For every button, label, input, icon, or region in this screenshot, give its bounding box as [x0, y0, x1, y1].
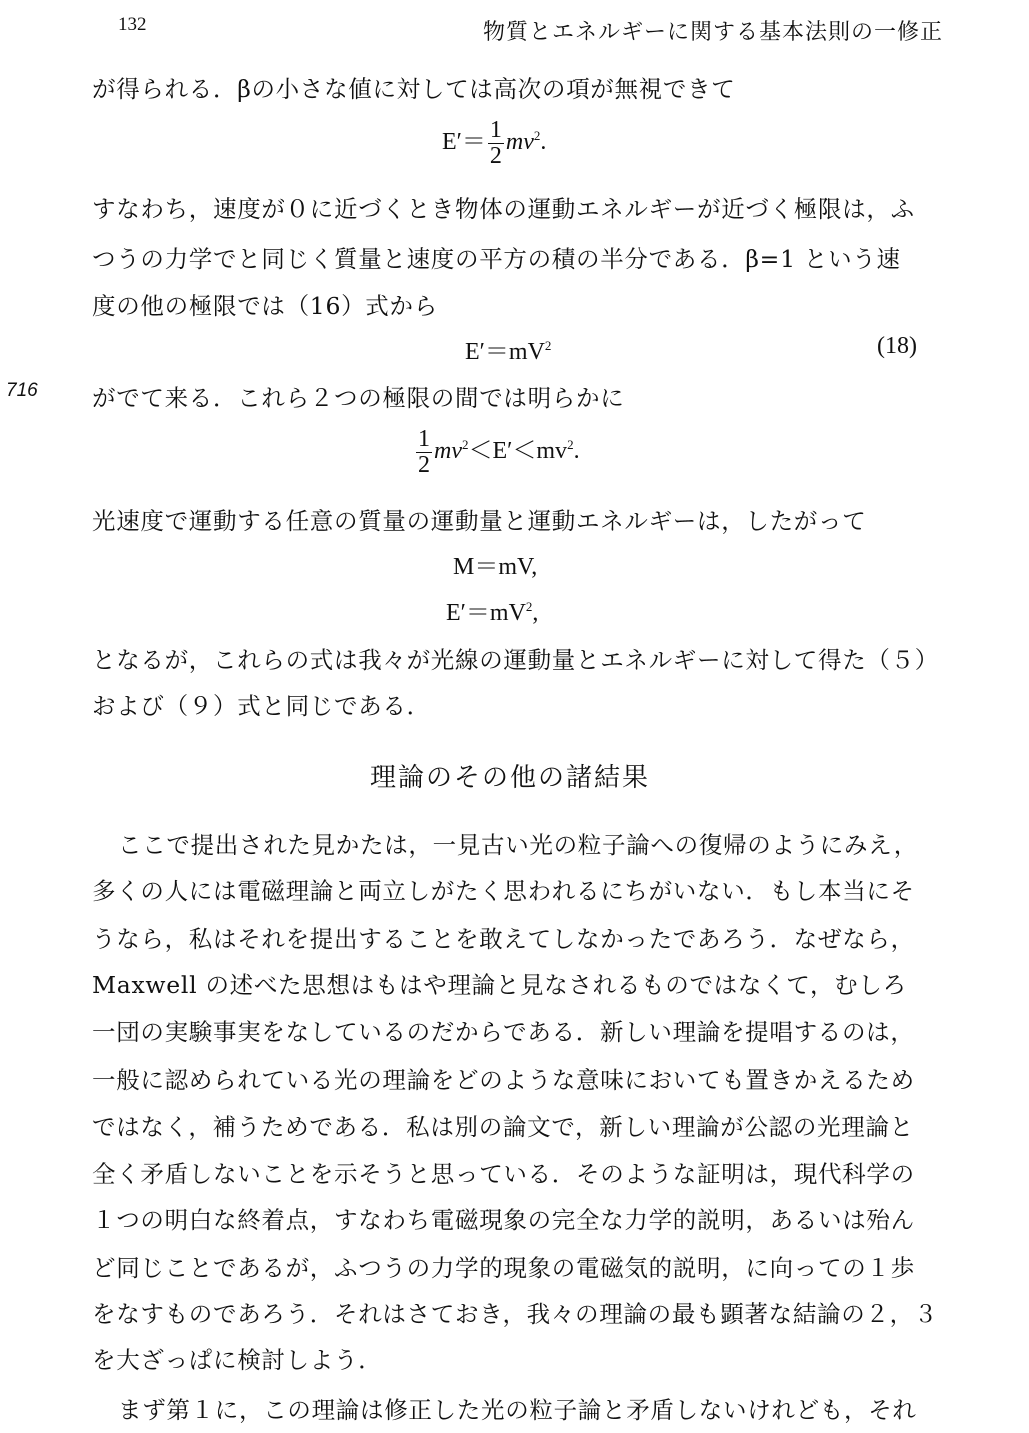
paragraph-line: うなら，私はそれを提出することを敢えてしなかったであろう．なぜなら，	[92, 925, 915, 953]
paragraph-line: ここで提出された見かたは，一見古い光の粒子論への復帰のようにみえ，	[118, 831, 919, 859]
equation-energy: $E'=mV^2$,	[446, 599, 539, 626]
paragraph-line: 全く矛盾しないことを示そうと思っている．そのような証明は，現代科学の	[92, 1160, 915, 1188]
paragraph-line: を大ざっぱに検討しよう．	[92, 1346, 383, 1374]
margin-page-reference: 716	[6, 380, 38, 401]
paragraph-line: ど同じことであるが，ふつうの力学的現象の電磁気的説明，に向っての１歩	[92, 1254, 915, 1282]
paragraph-line: ではなく，補うためである．私は別の論文で，新しい理論が公認の光理論と	[92, 1113, 914, 1141]
paragraph-line: まず第１に，この理論は修正した光の粒子論と矛盾しないけれども，それ	[118, 1396, 917, 1424]
section-heading: 理論のその他の諸結果	[370, 763, 651, 793]
text-line: がでて来る．これら２つの極限の間では明らかに	[92, 384, 625, 412]
text-line: となるが，これらの式は我々が光線の運動量とエネルギーに対して得た（５）	[92, 646, 939, 674]
paragraph-line: Maxwell の述べた思想はもはや理論と見なされるものではなくて，むしろ	[92, 971, 907, 999]
text-line: が得られる．βの小さな値に対しては高次の項が無視できて	[92, 75, 736, 103]
paragraph-line: 一般に認められている光の理論をどのような意味においても置きかえるため	[92, 1066, 915, 1094]
text-line: 光速度で運動する任意の質量の運動量と運動エネルギーは，したがって	[92, 507, 867, 535]
equation-kinetic-energy-limit: E′＝ $\frac{1}{2}$ $mv^2$.	[442, 117, 547, 170]
equation-number: (18)	[877, 333, 917, 359]
text-line: すなわち，速度が０に近づくとき物体の運動エネルギーが近づく極限は，ふ	[92, 195, 915, 223]
paragraph-line: をなすものであろう．それはさておき，我々の理論の最も顕著な結論の２，３	[92, 1300, 939, 1328]
paragraph-line: 多くの人には電磁理論と両立しがたく思われるにちがいない．もし本当にそ	[92, 877, 915, 905]
equation-inequality: $\frac{1}{2}$ $mv^2<E'<mv^2$.	[418, 426, 580, 479]
equation-momentum: M＝mV,	[453, 554, 538, 580]
running-title: 物質とエネルギーに関する基本法則の一修正	[482, 20, 943, 45]
text-line: および（９）式と同じである．	[92, 692, 431, 720]
paragraph-line: 一団の実験事実をなしているのだからである．新しい理論を提唱するのは，	[92, 1018, 915, 1046]
text-line: つうの力学でと同じく質量と速度の平方の積の半分である．β=1 という速	[92, 245, 901, 273]
text-line: 度の他の極限では（16）式から	[92, 292, 438, 320]
page-number: 132	[118, 14, 147, 35]
paragraph-line: １つの明白な終着点，すなわち電磁現象の完全な力学的説明，あるいは殆ん	[92, 1206, 915, 1234]
equation-18: $E'=mV^2$	[465, 338, 552, 365]
